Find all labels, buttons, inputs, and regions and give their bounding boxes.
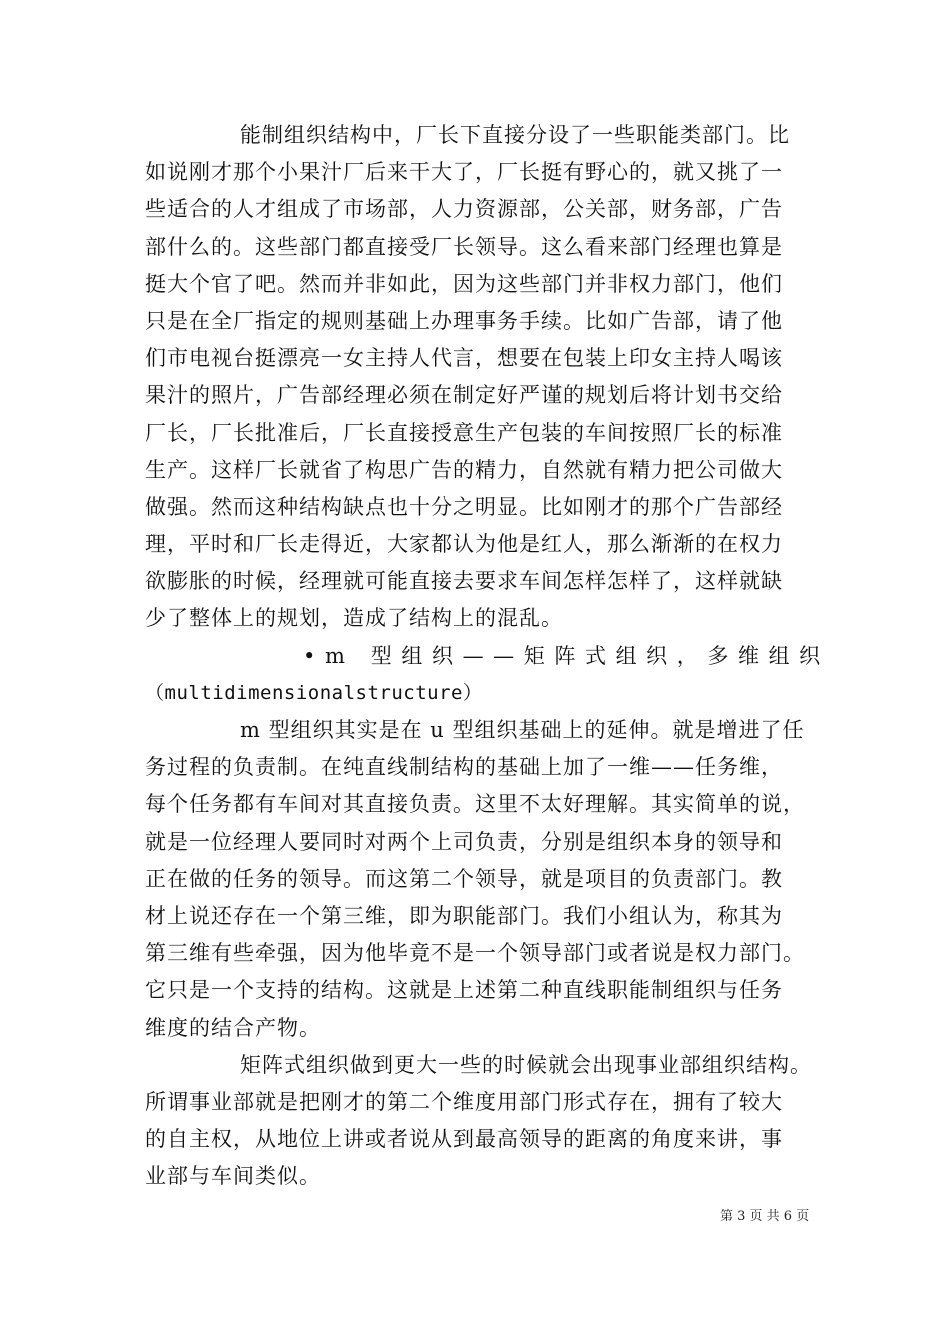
paragraph-line: 果汁的照片，广告部经理必须在制定好严谨的规划后将计划书交给 xyxy=(145,383,783,408)
paragraph-line: 所谓事业部就是把刚才的第二个维度用部门形式存在，拥有了较大 xyxy=(145,1089,783,1114)
paragraph-line: 挺大个官了吧。然而并非如此，因为这些部门并非权力部门，他们 xyxy=(145,271,783,296)
paragraph-line: 只是在全厂指定的规则基础上办理事务手续。比如广告部，请了他 xyxy=(145,308,783,333)
paragraph-line: 少了整体上的规划，造成了结构上的混乱。 xyxy=(145,606,563,631)
paragraph-line: 们市电视台挺漂亮一女主持人代言，想要在包装上印女主持人喝该 xyxy=(145,346,783,371)
paragraph-line: 业部与车间类似。 xyxy=(145,1164,321,1189)
paragraph-line: m 型组织其实是在 u 型组织基础上的延伸。就是增进了任 xyxy=(240,718,805,742)
paragraph-line: 维度的结合产物。 xyxy=(145,1015,321,1040)
paragraph-line: 它只是一个支持的结构。这就是上述第二种直线职能制组织与任务 xyxy=(145,978,783,1003)
paragraph-line: 生产。这样厂长就省了构思广告的精力，自然就有精力把公司做大 xyxy=(145,457,783,482)
paragraph-line: 理，平时和厂长走得近，大家都认为他是红人，那么渐渐的在权力 xyxy=(145,532,783,557)
paragraph-line: 些适合的人才组成了市场部，人力资源部，公关部，财务部，广告 xyxy=(145,197,783,222)
paragraph-line: 矩阵式组织做到更大一些的时候就会出现事业部组织结构。 xyxy=(240,1052,812,1077)
paragraph-line: 材上说还存在一个第三维，即为职能部门。我们小组认为，称其为 xyxy=(145,903,783,928)
paragraph-line: 务过程的负责制。在纯直线制结构的基础上加了一维——任务维， xyxy=(145,755,783,780)
section-heading-subtitle: （multidimensionalstructure） xyxy=(145,681,483,704)
paragraph-line: 的自主权，从地位上讲或者说从到最高领导的距离的角度来讲，事 xyxy=(145,1127,783,1152)
paragraph-line: 做强。然而这种结构缺点也十分之明显。比如刚才的那个广告部经 xyxy=(145,494,783,519)
paragraph-line: 部什么的。这些部门都直接受厂长领导。这么看来部门经理也算是 xyxy=(145,234,783,259)
paragraph-line: 能制组织结构中，厂长下直接分设了一些职能类部门。比 xyxy=(240,123,790,147)
paragraph-line: 每个任务都有车间对其直接负责。这里不太好理解。其实简单的说， xyxy=(145,792,805,817)
body-text xyxy=(145,117,830,1195)
paragraph-line: 正在做的任务的领导。而这第二个领导，就是项目的负责部门。教 xyxy=(145,866,783,891)
paragraph-line: 第三维有些牵强，因为他毕竟不是一个领导部门或者说是权力部门。 xyxy=(145,941,805,966)
paragraph-line: 欲膨胀的时候，经理就可能直接去要求车间怎样怎样了，这样就缺 xyxy=(145,569,783,594)
section-heading: •m 型组织——矩阵式组织，多维组织 xyxy=(303,643,830,668)
paragraph-line: 如说刚才那个小果汁厂后来干大了，厂长挺有野心的，就又挑了一 xyxy=(145,160,783,185)
paragraph-line: 厂长，厂长批准后，厂长直接授意生产包装的车间按照厂长的标准 xyxy=(145,420,783,445)
paragraph-line: 就是一位经理人要同时对两个上司负责，分别是组织本身的领导和 xyxy=(145,829,783,854)
page-number-footer: 第 3 页 共 6 页 xyxy=(720,1209,810,1224)
